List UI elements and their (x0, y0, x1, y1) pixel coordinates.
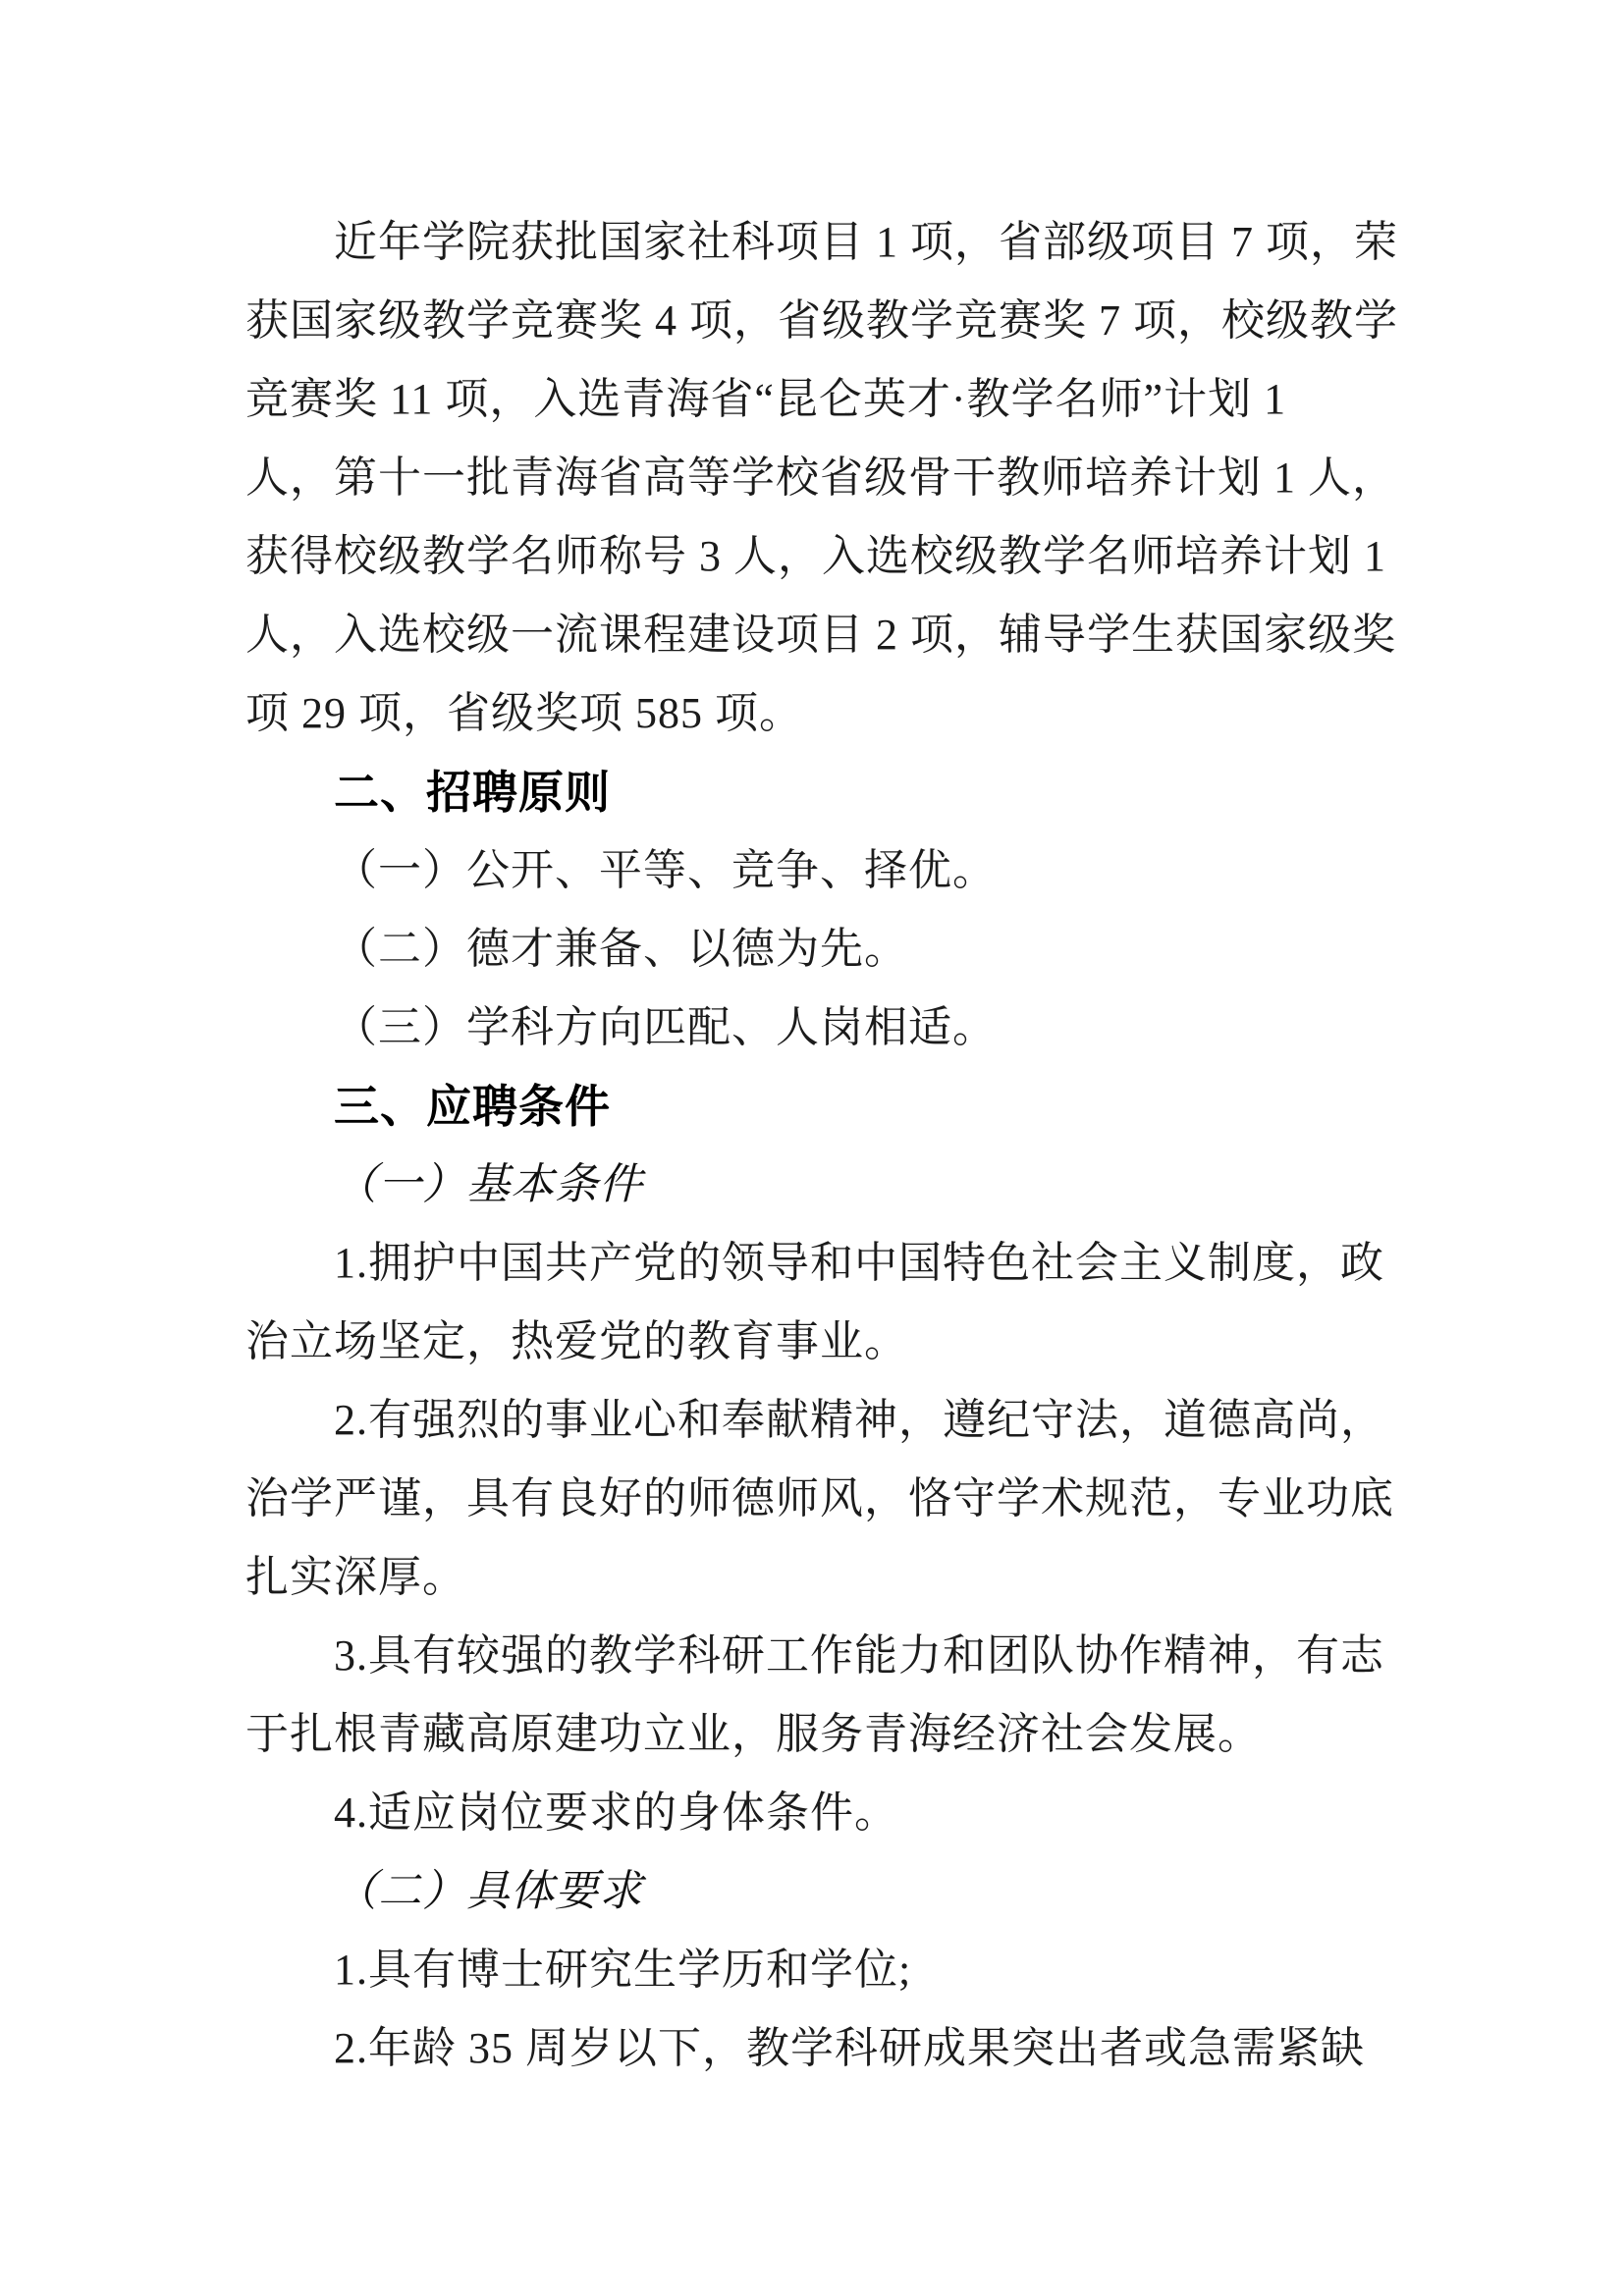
achievements-line-2: 获国家级教学竞赛奖 4 项，省级教学竞赛奖 7 项，校级教学 (245, 296, 1398, 345)
achievements-line-1: 近年学院获批国家社科项目 1 项，省部级项目 7 项，荣 (334, 218, 1398, 266)
achievements-line-6: 人，入选校级一流课程建设项目 2 项，辅导学生获国家级奖 (245, 611, 1396, 659)
achievements-line-4: 人，第十一批青海省高等学校省级骨干教师培养计划 1 人， (245, 454, 1396, 502)
achievements-line-7: 项 29 项，省级奖项 585 项。 (245, 689, 803, 737)
achievements-line-5: 获得校级教学名师称号 3 人，入选校级教学名师培养计划 1 (245, 532, 1386, 580)
basic-condition-3-line-1: 3.具有较强的教学科研工作能力和团队协作精神，有志 (334, 1631, 1384, 1680)
achievements-line-3: 竞赛奖 11 项，入选青海省“昆仑英才·教学名师”计划 1 (245, 375, 1287, 423)
basic-condition-1-line-2: 治立场坚定，热爱党的教育事业。 (245, 1317, 908, 1365)
subheading-specific-requirements: （二）具体要求 (334, 1867, 643, 1915)
basic-condition-2-line-1: 2.有强烈的事业心和奉献精神，遵纪守法，道德高尚， (334, 1396, 1384, 1444)
subheading-basic-conditions: （一）基本条件 (334, 1160, 643, 1208)
principle-item-2: （二）德才兼备、以德为先。 (334, 925, 908, 973)
basic-condition-2-line-3: 扎实深厚。 (245, 1553, 466, 1601)
principle-item-3: （三）学科方向匹配、人岗相适。 (334, 1003, 997, 1051)
section-heading-recruitment-principles: 二、招聘原则 (334, 767, 611, 818)
basic-condition-2-line-2: 治学严谨，具有良好的师德师风，恪守学术规范，专业功底 (245, 1474, 1394, 1522)
basic-condition-3-line-2: 于扎根青藏高原建功立业，服务青海经济社会发展。 (245, 1710, 1262, 1758)
specific-requirement-1: 1.具有博士研究生学历和学位; (334, 1946, 912, 1994)
section-heading-application-conditions: 三、应聘条件 (334, 1081, 611, 1132)
document-content (245, 203, 1430, 2088)
specific-requirement-2: 2.年龄 35 周岁以下，教学科研成果突出者或急需紧缺 (334, 2024, 1365, 2072)
principle-item-1: （一）公开、平等、竞争、择优。 (334, 846, 997, 894)
basic-condition-1-line-1: 1.拥护中国共产党的领导和中国特色社会主义制度，政 (334, 1239, 1384, 1287)
basic-condition-4: 4.适应岗位要求的身体条件。 (334, 1789, 898, 1837)
